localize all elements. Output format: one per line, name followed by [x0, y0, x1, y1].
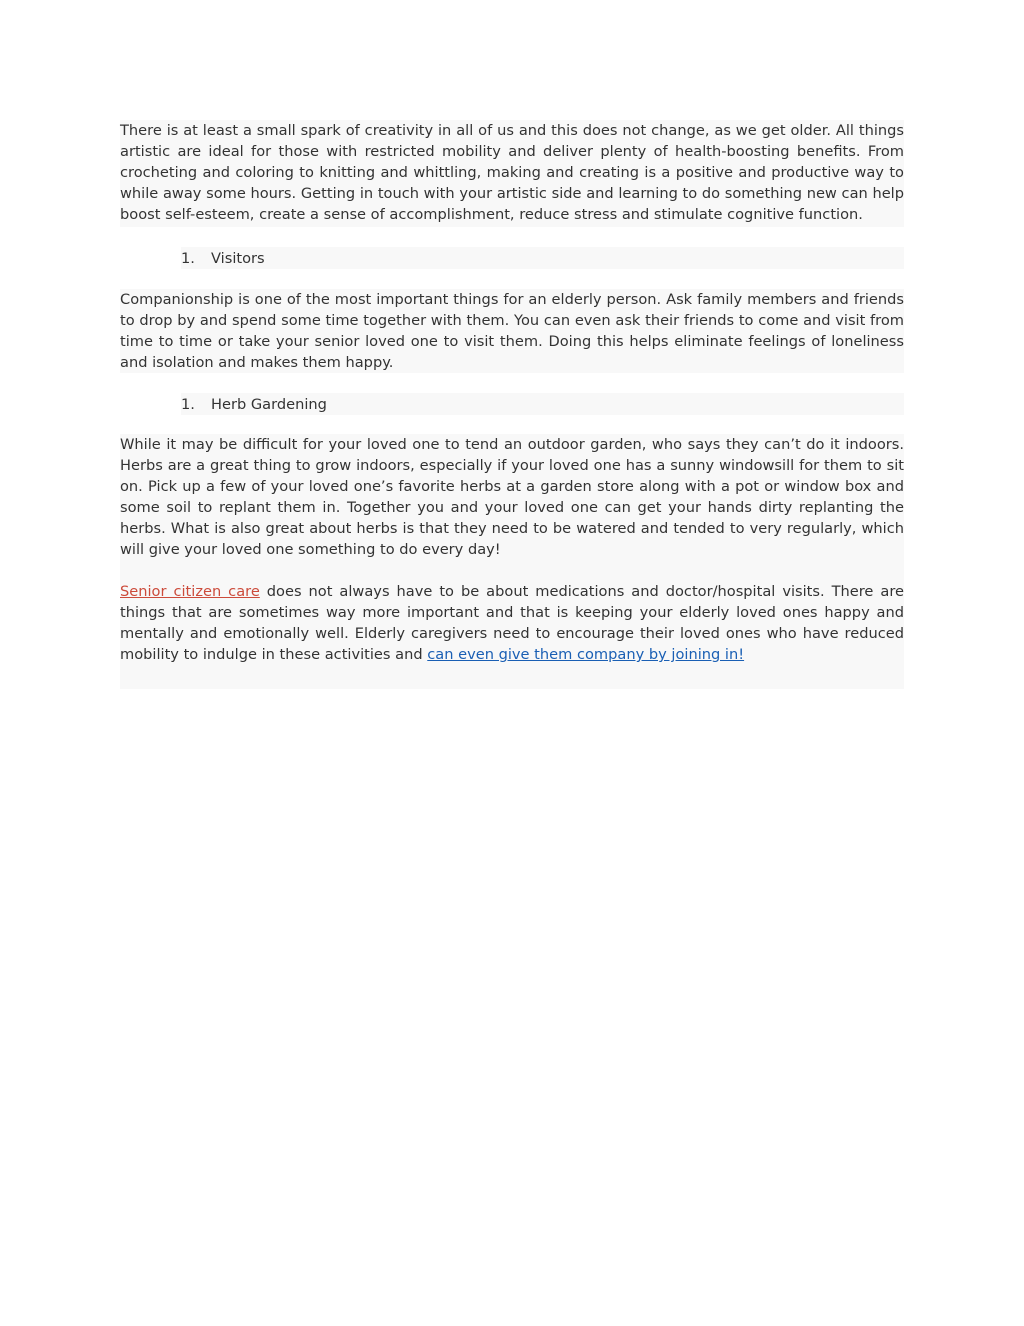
- spacer: [120, 665, 904, 689]
- list-number: 1.: [181, 395, 195, 413]
- list-number: 1.: [181, 249, 195, 267]
- closing-text: does not always have to be about medications and doctor/hospital visits. There are things that are sometimes way more important and that is keeping your elderly loved ones happy and mentally and emotionally well. Elderly caregivers need to encourage their loved ones who have reduced mobility to indulge in these activities and: [120, 583, 904, 663]
- list-label: Herb Gardening: [211, 395, 327, 413]
- herb-paragraph: While it may be difficult for your loved one to tend an outdoor garden, who says they can’t do it indoors. Herbs are a great thing to grow indoors, especially if your loved one has a sunny windowsill for them to sit on. Pick up a few of your loved one’s favorite herbs at a garden store along with a pot or window box and some soil to replant them in. Together you and your loved one can get your hands dirty replanting the herbs. What is also great about herbs is that they need to be watered and tended to very regularly, which will give your loved one something to do every day!: [120, 436, 904, 558]
- spacer: [120, 373, 904, 393]
- spacer: [120, 415, 904, 434]
- visitors-paragraph: Companionship is one of the most important things for an elderly person. Ask family members and friends to drop by and spend some time together with them. You can even ask their friends to come and visit from time to time or take your senior loved one to visit them. Doing this helps eliminate feelings of loneliness and isolation and makes them happy.: [120, 291, 904, 371]
- intro-paragraph: There is at least a small spark of creativity in all of us and this does not change, as we get older. All things artistic are ideal for those with restricted mobility and deliver plenty of health-boosting benefits. From crocheting and coloring to knitting and whittling, making and creating is a positive and productive way to while away some hours. Getting in touch with your artistic side and learning to do something new can help boost self-esteem, create a sense of accomplishment, reduce stress and stimulate cognitive function.: [120, 120, 904, 227]
- spacer: [120, 269, 904, 289]
- document-page: [120, 120, 904, 689]
- list-item-herb-gardening: [181, 393, 904, 415]
- spacer: [120, 227, 904, 247]
- list-label: Visitors: [211, 249, 265, 267]
- company-link[interactable]: can even give them company by joining in!: [427, 646, 745, 663]
- senior-care-link[interactable]: Senior citizen care: [120, 583, 260, 600]
- list-item-visitors: [181, 247, 904, 269]
- closing-paragraph: [120, 581, 904, 665]
- spacer: [120, 560, 904, 581]
